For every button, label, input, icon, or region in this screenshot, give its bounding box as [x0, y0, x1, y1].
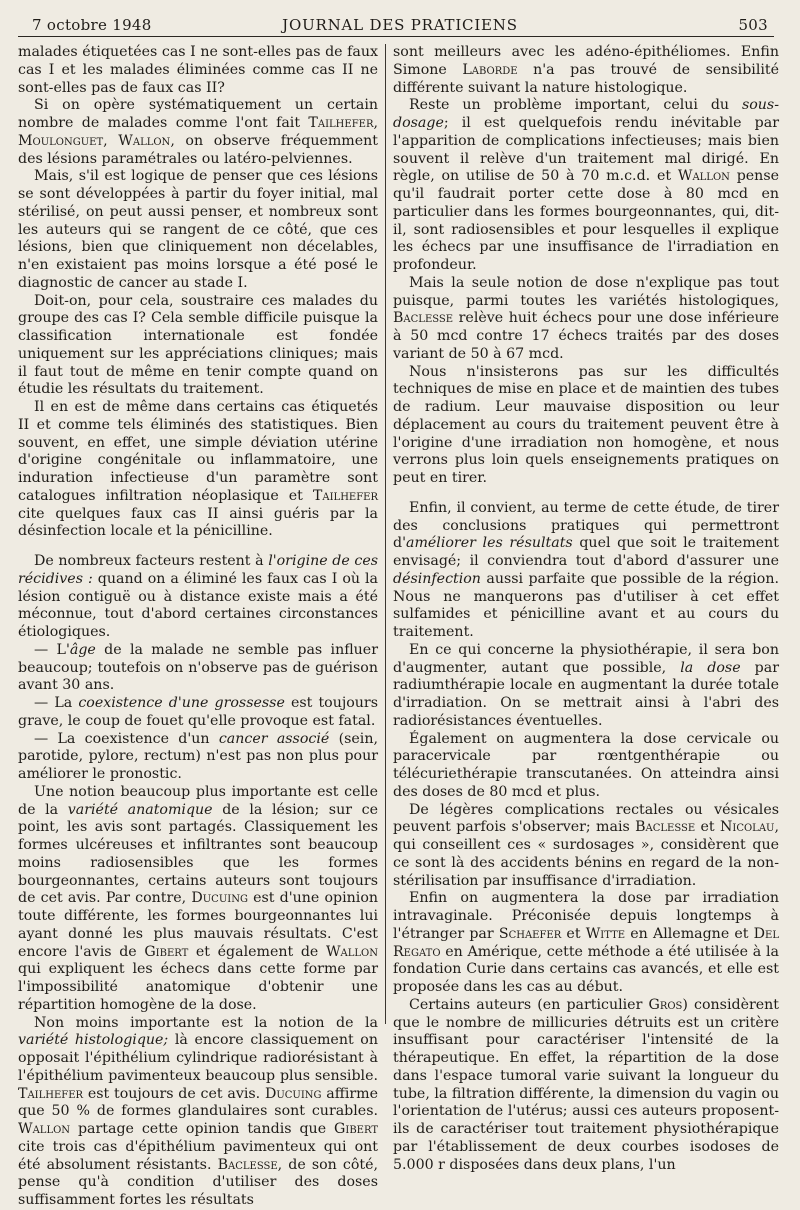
- column-divider: [385, 44, 386, 1024]
- paragraph: Enfin, il convient, au terme de cette étude, de tirer des conclusions pratiques qui permettront d'améliorer les résultats quel que soit le traitement envisagé; il conviendra tout d'abord d'assurer une désinfection aussi parfaite que possible de la région. Nous ne manquerons pas d'utiliser à cet effet sulfamides et pénicilline avant et au cours du traitement.: [393, 499, 780, 640]
- paragraph: Si on opère systématiquement un certain nombre de malades comme l'ont fait Tailhefer, Moulonguet, Wallon, on observe fréquemment des lésions paramétrales ou latéro-pelviennes.: [18, 97, 378, 167]
- author-name: Schaefer: [498, 925, 562, 942]
- author-name: Del Regato: [393, 925, 779, 960]
- author-name: Wallon: [325, 943, 378, 960]
- paragraph: Nous n'insisterons pas sur les difficultés techniques de mise en place et de maintien des tubes de radium. Leur mauvaise disposition ou leur déplacement au cours du traitement peuvent être à l'origine d'une irradiation non homogène, et nous verrons plus loin quels enseignements pratiques on peut en tirer.: [393, 363, 779, 486]
- paragraph: sont meilleurs avec les adéno-épithéliomes. Enfin Simone Laborde n'a pas trouvé de sensibilité différente suivant la nature histologique.: [393, 44, 780, 96]
- author-name: Ducuing: [191, 890, 248, 907]
- paragraph: — L'âge de la malade ne semble pas influer beaucoup; toutefois on n'observe pas de guérison avant 30 ans.: [18, 641, 378, 694]
- author-name: Baclesse: [217, 1156, 278, 1173]
- paragraph: Reste un problème important, celui du sous-dosage; il est quelquefois rendu inévitable par l'apparition de complications infectieuses; mais bien souvent il relève d'un traitement mal dirigé. En règle, on utilise de 50 à 70 m.c.d. et Wallon pense qu'il faudrait porter cette dose à 80 mcd en particulier dans les formes bourgeonnantes, qui, dit-il, sont radiosensibles et pour lesquelles il explique les échecs par une insuffisance de l'irradiation en profondeur.: [393, 97, 779, 273]
- paragraph: — La coexistence d'une grossesse est toujours grave, le coup de fouet qu'elle provoque est fatal.: [18, 695, 378, 729]
- author-name: Baclesse: [635, 819, 696, 836]
- author-name: Moulonguet: [18, 132, 104, 149]
- page-header: [32, 10, 768, 36]
- author-name: Tailhefer: [308, 115, 374, 131]
- author-name: Laborde: [462, 61, 518, 78]
- paragraph: De légères complications rectales ou vésicales peuvent parfois s'observer; mais Baclesse et Nicolau, qui conseillent ces « surdosages », considèrent que ce sont là des accidents bénins en regard de la non-stérilisation par insuffisance d'irradiation.: [393, 801, 779, 889]
- author-name: Gibert: [334, 1121, 378, 1137]
- paragraph: — La coexistence d'un cancer associé (sein, parotide, pylore, rectum) n'est pas non plus pour améliorer le pronostic.: [18, 730, 378, 782]
- header-rule: [18, 36, 774, 37]
- paragraph: Mais la seule notion de dose n'explique pas tout puisque, parmi toutes les variétés histologiques, Baclesse relève huit échecs pour une dose inférieure à 50 mcd contre 17 échecs traités par des doses variant de 50 à 67 mcd.: [393, 274, 779, 362]
- paragraph: Doit-on, pour cela, soustraire ces malades du groupe des cas I? Cela semble difficile puisque la classification internationale est fondée uniquement sur les appréciations cliniques; mais il faut tout de même en tenir compte quand on étudie les résultats du traitement.: [18, 292, 378, 398]
- paragraph: De nombreux facteurs restent à l'origine de ces récidives : quand on a éliminé les faux cas I où la lésion contiguë ou à distance existe mais a été méconnue, tout d'abord certaines circonstances étiologiques.: [18, 553, 379, 640]
- paragraph: Certains auteurs (en particulier Gros) considèrent que le nombre de millicuries détruits est un critère insuffisant pour caractériser l'intensité de la thérapeutique. En effet, la répartition de la dose dans l'espace tumoral varie suivant la longueur du tube, la filtration différente, la dimension du vagin ou l'orientation de l'utérus; aussi ces auteurs proposent-ils de caractériser tout traitement physiothérapique par l'établissement de deux courbes isodoses de 5.000 r disposées dans deux plans, l'un: [393, 996, 780, 1173]
- paragraph: Non moins importante est la notion de la variété histologique; là encore classiquement on opposait l'épithélium cylindrique radiorésistant à l'épithélium pavimenteux beaucoup plus sensible. Tailhefer est toujours de cet avis. Ducuing affirme que 50 % de formes glandulaires sont curables. Wallon partage cette opinion tandis que Gibert cite trois cas d'épithélium pavimenteux qui ont été absolument résistants. Baclesse, de son côté, pense qu'à condition d'utiliser des doses suffisamment fortes les résultats: [18, 1014, 379, 1208]
- author-name: Gibert: [144, 943, 189, 960]
- author-name: Nicolau: [719, 819, 775, 836]
- author-name: Baclesse: [393, 310, 454, 327]
- author-name: Wallon: [677, 168, 730, 185]
- author-name: Ducuing: [264, 1085, 322, 1102]
- paragraph: En ce qui concerne la physiothérapie, il sera bon d'augmenter, autant que possible, la dose par radiumthérapie locale en augmentant la durée totale d'irradiation. On se mettrait ainsi à l'abri des radiorésistances éventuelles.: [393, 641, 779, 729]
- paragraph: Une notion beaucoup plus importante est celle de la variété anatomique de la lésion; sur ce point, les avis sont partagés. Classiquement les formes ulcéreuses et infiltrantes sont beaucoup moins radiosensibles que les formes bourgeonnantes, certains auteurs sont toujours de cet avis. Par contre, Ducuing est d'une opinion toute différente, les formes bourgeonnantes lui ayant donné les plus mauvais résultats. C'est encore l'avis de Gibert et également de Wallon qui expliquent les échecs dans cette forme par l'impossibilité anatomique d'obtenir une répartition homogène de la dose.: [18, 783, 378, 1013]
- journal-title: JOURNAL DES PRATICIENS: [282, 16, 518, 34]
- paragraph: Il en est de même dans certains cas étiquetés II et comme tels éliminés des statistiques. Bien souvent, en effet, une simple déviation utérine d'origine congénitale ou inflammatoire, une induration infectieuse d'un paramètre sont catalogues infiltration néoplasique et Tailhefer cite quelques faux cas II ainsi guéris par la désinfection locale et la pénicilline.: [18, 399, 378, 540]
- issue-date: 7 octobre 1948: [32, 16, 152, 34]
- author-name: Witte: [585, 925, 626, 942]
- paragraph: Enfin on augmentera la dose par irradiation intravaginale. Préconisée depuis longtemps à l'étranger par Schaefer et Witte en Allemagne et Del Regato en Amérique, cette méthode a été utilisée à la fondation Curie dans certains cas avancés, et elle est proposée dans les cas au début.: [393, 890, 779, 995]
- right-column: [393, 44, 780, 1173]
- author-name: Wallon: [118, 132, 171, 149]
- author-name: Tailhefer: [18, 1085, 84, 1102]
- paragraph: Également on augmentera la dose cervicale ou paracervicale par rœntgenthérapie ou télécuriethérapie transcutanées. On atteindra ainsi des doses de 80 mcd et plus.: [393, 730, 779, 800]
- author-name: Gros: [648, 996, 683, 1013]
- page-number: 503: [738, 16, 768, 34]
- left-column: [18, 44, 379, 1208]
- author-name: Wallon: [18, 1121, 71, 1137]
- author-name: Tailhefer: [312, 487, 378, 504]
- paragraph: malades étiquetées cas I ne sont-elles pas de faux cas I et les malades éliminées comme cas II ne sont-elles pas de faux cas II?: [18, 44, 378, 96]
- paragraph: Mais, s'il est logique de penser que ces lésions se sont développées à partir du foyer initial, mal stérilisé, on peut aussi penser, et nombreux sont les auteurs qui se rangent de ce côté, que ces lésions, bien que cliniquement non décelables, n'en existaient pas moins lorsque a été posé le diagnostic de cancer au stade I.: [18, 168, 378, 291]
